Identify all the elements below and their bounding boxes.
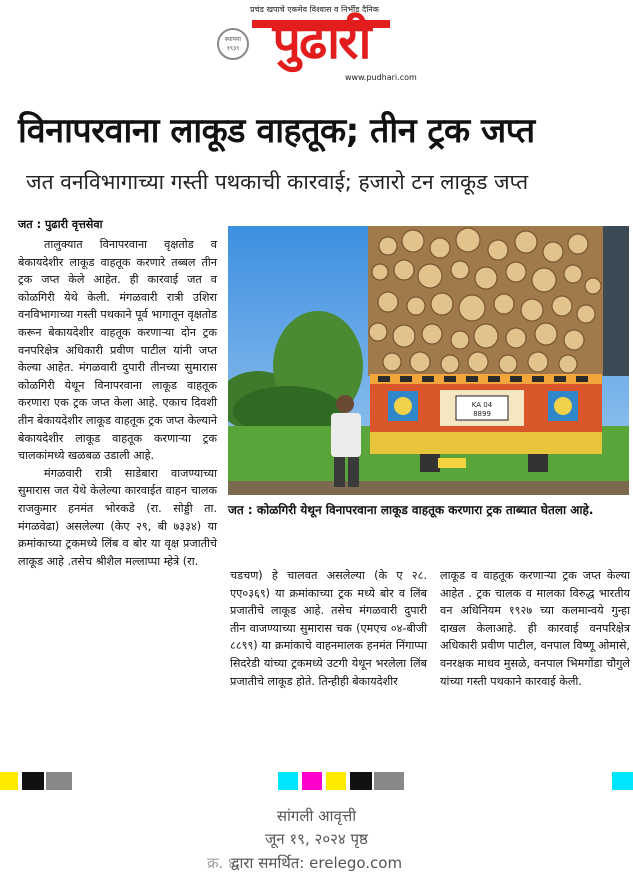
registration-mark-magenta: [302, 772, 322, 790]
registration-mark-yellow-2: [326, 772, 346, 790]
paragraph-4: लाकूड व वाहतूक करणाऱ्या ट्रक जप्त केल्या आहेत . ट्रक चालक व मालका विरुद्ध भारतीय वन अधिनियम १९२७ च्या कलमान्वये गुन्हा दाखल केलाआहे. ही कारवाई वनपरिक्षेत्र अधिकारी प्रवीण पाटील, वनपाल विष्णू ओमासे, वनरक्षक माधव मुसळे, वनपाल भिमगोंडा चौगुले यांच्या गस्ती पथकाने कारवाई केली.: [440, 569, 630, 688]
photo-caption: जत : कोळगिरी येथून विनापरवाना लाकूड वाहतूक करणारा ट्रक ताब्यात घेतला आहे.: [228, 503, 594, 517]
article-column-3: [440, 567, 630, 690]
paragraph-1: तालुक्यात विनापरवाना वृक्षतोड व बेकायदेशीर लाकूड वाहतूक करणारे तब्बल तीन ट्रक जप्त केले आहेत. ही कारवाई जत व कोळगिरी येथे केली. मंगळवारी रात्री उशिरा वनविभागाच्या गस्ती पथकाने पूर्व भागातून वृक्षतोड करून बेकायदेशीर वाहतूक करणाऱ्या दोन ट्रक वनपरिक्षेत्र अधिकारी प्रवीण पाटील यांनी जप्त केल्या आहेत. मंगळवारी दुपारी तीनच्या सुमारास कोळगिरी येथून विनापरवाना लाकूड वाहतूक करणारा एक ट्रक जप्त केला आहे. एकाच दिवशी तीन बेकायदेशीर लाकूड वाहतूक ट्रक जप्त केल्याने बेकायदेशीर लाकूड वाहतूक करणाऱ्या ट्रक चालकांमध्ये खळबळ उडाली आहे.: [18, 238, 217, 463]
paragraph-3: चडचण) हे चालवत असलेल्या (के ए २८. एए०३६९) या क्रमांकाच्या ट्रक मध्ये बोर व लिंब प्रजातीचे लाकूड आहे. तसेच मंगळवारी दुपारी तीन वाजण्याच्या सुमारास चक (एमएच ०४-बीजी ८८९९) या क्रमांकाचे वाहनमालक हनमंत निंगाप्पा सिदरेडी यांच्या ट्रकमध्ये उटगी येथून भरलेला लिंब प्रजातीचे लाकूड होते. तिन्हीही बेकायदेशीर: [230, 569, 427, 688]
article-column-1: [18, 236, 217, 570]
registration-mark-cyan: [278, 772, 298, 790]
site-url: www.pudhari.com: [345, 73, 417, 82]
dateline: जत : पुढारी वृत्तसेवा: [18, 218, 103, 231]
subheadline: जत वनविभागाच्या गस्ती पथकाची कारवाई; हजारो टन लाकूड जप्त: [26, 170, 529, 194]
registration-mark-gray: [46, 772, 72, 790]
truck-plate-line2: 8899: [473, 410, 491, 418]
pudhari-logo: पुढारी: [272, 12, 370, 70]
headline: विनापरवाना लाकूड वाहतूक; तीन ट्रक जप्त: [18, 111, 535, 151]
masthead: [0, 0, 633, 92]
registration-mark-black: [22, 772, 44, 790]
registration-mark-black-2: [350, 772, 372, 790]
truck-plate-line1: KA 04: [471, 401, 493, 409]
registration-mark-cyan-2: [612, 772, 633, 790]
credit-overlap-text: क्र. ४: [207, 854, 236, 872]
truck-photo: [228, 226, 629, 495]
date-page-label: जून १९, २०२४ पृष्ठ: [265, 830, 368, 848]
article-column-2: [230, 567, 427, 690]
credit-label: द्वारा समर्थित: erelego.com: [230, 854, 403, 872]
masthead-tagline: प्रचंड खपाचे एकमेव विश्वास व निर्भीड दैनिक: [250, 5, 379, 14]
edition-label: सांगली आवृत्ती: [276, 807, 357, 825]
registration-mark-gray-2: [374, 772, 404, 790]
registration-mark-yellow: [0, 772, 18, 790]
establishment-seal: स्थापना १९३९: [217, 28, 249, 60]
paragraph-2: मंगळवारी रात्री साडेबारा वाजण्याच्या सुमारास जत येथे केलेल्या कारवाईत वाहन चालक राजकुमार हनमंत भोरकडे (रा. सोड्डी ता. मंगळवेढा) असलेल्या (केए २९, बी ७३३४) या क्रमांकाच्या ट्रकमध्ये लिंब व बोर या वृक्ष प्रजातीचे लाकूड आहे .तसेच श्रीशैल मल्लाप्पा म्हेत्रे (रा.: [18, 466, 217, 568]
